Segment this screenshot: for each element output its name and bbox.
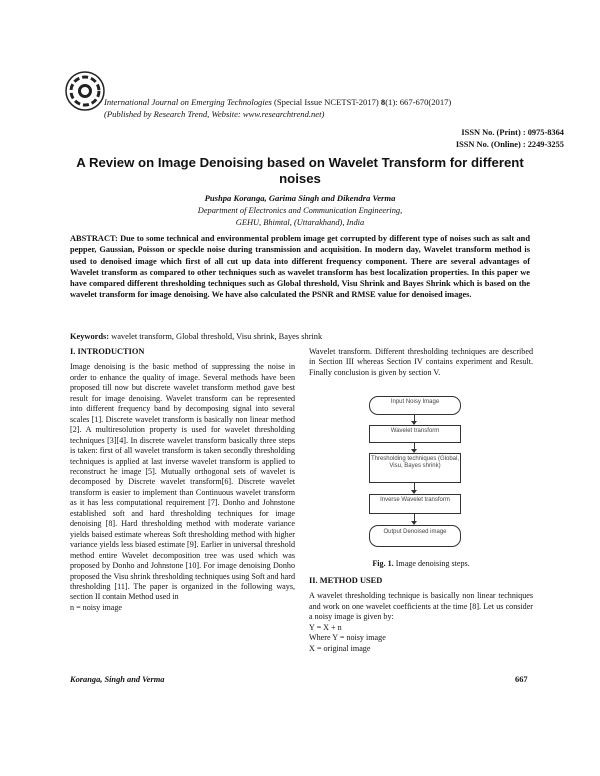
affiliation-institution: GEHU, Bhimtal, (Uttarakhand), India	[235, 218, 365, 227]
flowchart-arrow	[414, 514, 415, 524]
flowchart-figure	[355, 396, 475, 548]
footer-authors: Koranga, Singh and Verma	[70, 675, 165, 684]
introduction-continued: Wavelet transform. Different thresholding techniques are described in Section III whereas Section IV contains experiment and Result. Finally conclusion is given by section V.	[309, 347, 533, 377]
abstract-label: ABSTRACT:	[70, 234, 118, 243]
page-number: 667	[515, 675, 528, 684]
equation-main: Y = X + n	[309, 622, 342, 632]
figure-caption-label: Fig. 1.	[372, 559, 394, 568]
flowchart-step-output: Output Denoised image	[369, 525, 461, 547]
figure-caption	[309, 559, 533, 568]
keywords	[70, 331, 530, 342]
flowchart-step-input: Input Noisy Image	[369, 396, 461, 415]
paper-authors: Pushpa Koranga, Garima Singh and Dikendra Verma	[204, 193, 396, 203]
issn-online: ISSN No. (Online) : 2249-3255	[455, 140, 564, 149]
paper-title: A Review on Image Denoising based on Wavelet Transform for different noises	[76, 155, 524, 186]
affiliation	[100, 205, 500, 229]
flowchart-arrow	[414, 483, 415, 493]
journal-special-issue: (Special Issue NCETST-2017)	[271, 97, 381, 107]
left-column	[70, 347, 295, 613]
journal-name: International Journal on Emerging Technologies	[104, 97, 272, 107]
section-heading-method: II. METHOD USED	[309, 576, 383, 585]
abstract-text: Due to some technical and environmental problem image get corrupted by different type of noises such as salt and pepper, Gaussian, Poisson or speckle noise during transmission and acquisition. In modern day, Wavelet transform method is used to denoised image which first of all cut up data into different frequency component. There are several advantages of Wavelet transform as compared to other techniques such as wavelet transform has best localization properties. In this paper we have compared different thresholding techniques such as Global threshold, Visu Shrink and Bayes Shrink which is based on the wavelet transform for image denoising. We have also calculated the PSNR and RMSE value for denoised images.	[70, 234, 530, 300]
issn-block	[456, 127, 564, 151]
method-paragraph: A wavelet thresholding technique is basically non linear techniques and work on one wavelet coefficients at the time [8]. Let us consider a noisy image is given by:	[309, 591, 533, 622]
journal-volume: 8	[380, 97, 386, 107]
equation-where-y: Where Y = noisy image	[309, 633, 386, 643]
journal-citation	[104, 96, 564, 120]
figure-caption-text: Image denoising steps.	[393, 559, 470, 568]
journal-logo-icon	[64, 70, 106, 112]
flowchart-step-inverse: Inverse Wavelet transform	[369, 494, 461, 514]
keywords-text: wavelet transform, Global threshold, Visu shrink, Bayes shrink	[109, 332, 323, 341]
journal-issue-pages: (1): 667-670(2017)	[385, 97, 452, 107]
publisher-line: (Published by Research Trend, Website: www.researchtrend.net)	[104, 109, 325, 119]
keywords-label: Keywords:	[70, 332, 110, 341]
equation-noise-definition: n = noisy image	[70, 602, 122, 612]
introduction-paragraph: Image denoising is the basic method of suppressing the noise in order to enhance the quality of image. Several methods have been proposed till now but discrete wavelet transform method gave best result for image denoising. Wavelet transform can be represented into different frequency band by decomposing signal into several scales [1]. Discrete wavelet transform is basically non linear method [2]. A multiresolution property is used for wavelet thresholding techniques [3][4]. In discrete wavelet transform basically three steps is taken: first of all wavelet transform is taken secondly thresholding techniques is applied at last inverse wavelet transform is applied to reconstruct he image [5]. Mutually orthogonal sets of wavelet is decomposed by Discrete wavelet transform[6]. Discrete wavelet transform is easier to implement than Continuous wavelet transform as it has less computational requirement [7]. Donho and Johnstone established soft and hard thresholding techniques for image denoising [8]. Hard thresholding method with moderate variance yields baised estimate whereas Soft thresholding method with higher variance yields less biased estimate [9]. Earlier in universal threshold method entire Wavelet decomposition tree was used which was proposed by Donho and Johnstone [10]. For image denoising Donho proposed the Visu shrink thresholding techniques using Soft and hard thresholding [11]. The paper is organized in the following ways, section II contain Method used in	[70, 362, 295, 602]
section-heading-introduction: I. INTRODUCTION	[70, 347, 145, 356]
affiliation-department: Department of Electronics and Communication Engineering,	[197, 206, 403, 215]
flowchart-arrow	[414, 443, 415, 452]
abstract	[70, 233, 530, 301]
equation-where-x: X = original image	[309, 643, 371, 653]
right-column-intro	[309, 347, 533, 378]
method-section	[309, 576, 533, 654]
issn-print: ISSN No. (Print) : 0975-8364	[461, 128, 564, 137]
flowchart-step-wavelet: Wavelet transform	[369, 425, 461, 443]
flowchart-arrow	[414, 415, 415, 424]
flowchart-step-thresholding: Thresholding techniques (Global, Visu, Bayes shrink)	[369, 453, 461, 483]
